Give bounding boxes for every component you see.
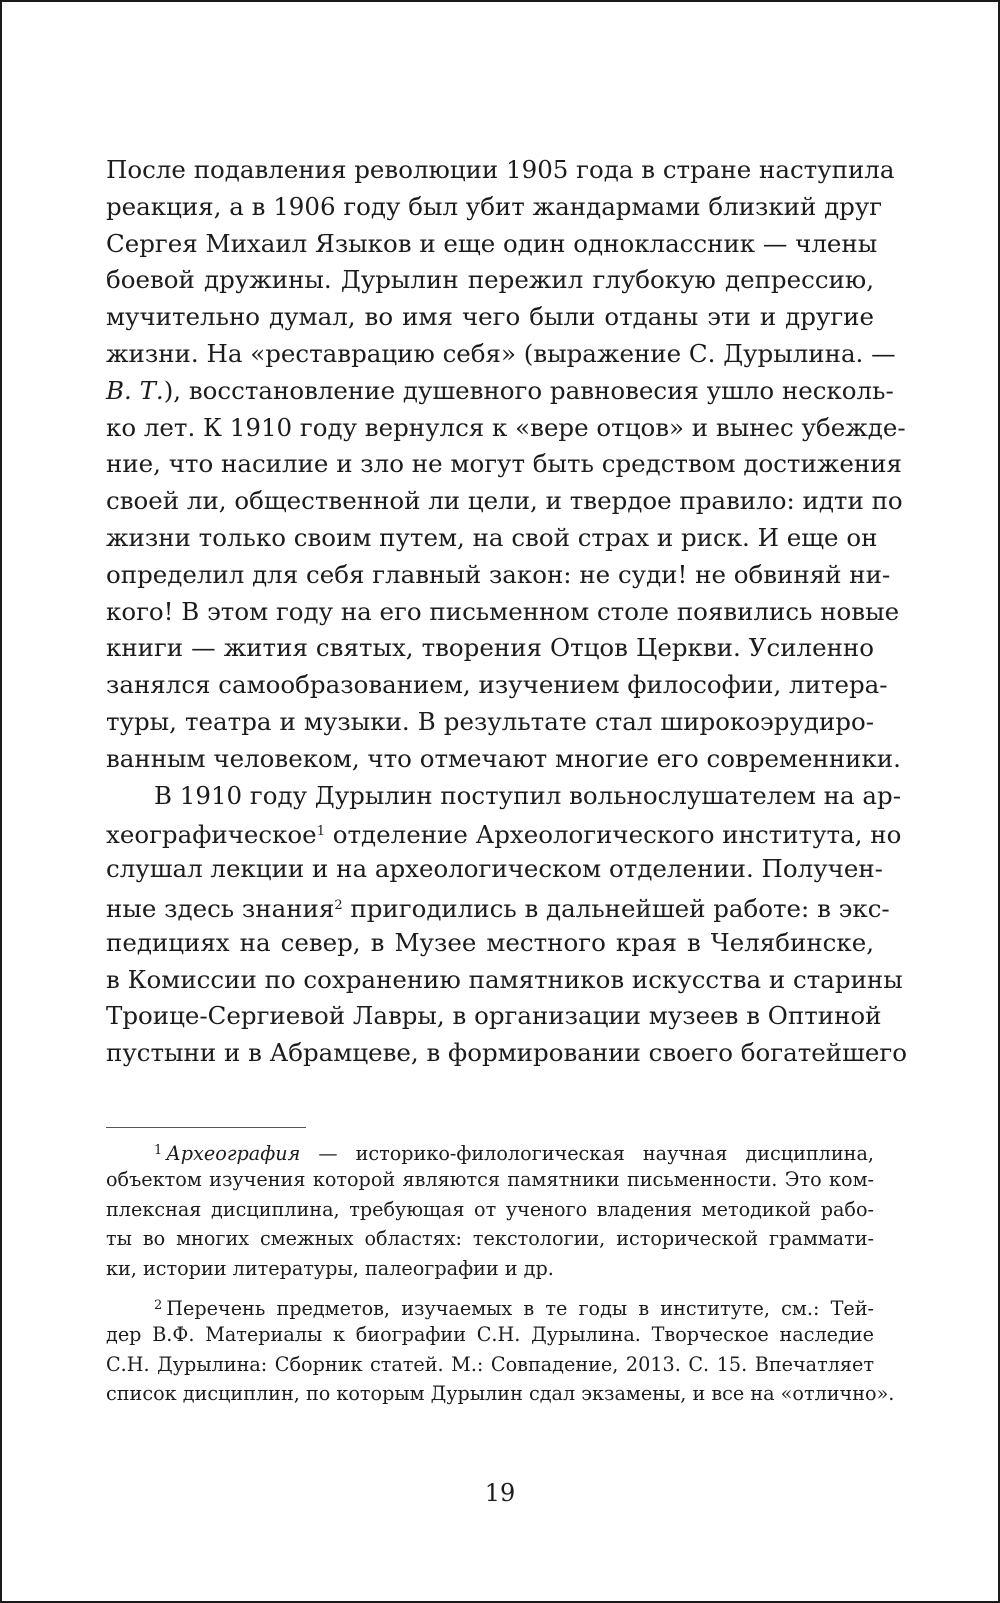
- footnotes: [106, 1136, 895, 1409]
- text-line: жизни. На «реставрацию себя» (выражение С. Дурылина. —: [106, 338, 896, 368]
- footnote-number: 1: [154, 1143, 163, 1158]
- text-line: своей ли, общественной ли цели, и твердое правило: идти по: [106, 486, 903, 516]
- footnote-2-line: С.Н. Дурылина: Сборник статей. М.: Совпадение, 2013. С. 15. Впечатляет: [106, 1352, 874, 1376]
- text-line: книги — жития святых, творения Отцов Церкви. Усиленно: [106, 633, 874, 663]
- text-fragment: ), восстановление душевного равновесия ушло несколь-: [163, 375, 894, 405]
- text-line: пустыни и в Абрамцеве, в формировании своего богатейшего: [106, 1038, 907, 1068]
- footnote-ref-2[interactable]: 2: [334, 897, 343, 913]
- text-line: боевой дружины. Дурылин пережил глубокую депрессию,: [106, 265, 874, 295]
- footnote-2-line: список дисциплин, по которым Дурылин сдал экзамены, и все на «отлично».: [106, 1382, 895, 1406]
- author-initials: В. Т.: [106, 375, 164, 405]
- text-line: Сергея Михаил Языков и еще один одноклассник — члены: [106, 228, 878, 258]
- footnote-gap: [106, 1283, 874, 1291]
- footnote-2-line: [106, 1291, 874, 1320]
- footnote-divider: [106, 1127, 306, 1128]
- footnote-1-line: плексная дисциплина, требующая от ученого владения методикой рабо-: [106, 1197, 874, 1221]
- text-line: ние, что насилие и зло не могут быть средством достижения: [106, 449, 902, 479]
- page-number: 19: [484, 1479, 516, 1507]
- footnote-1-line: [106, 1136, 874, 1165]
- text-line: определил для себя главный закон: не суди! не обвиняй ни-: [106, 559, 891, 589]
- text-line: В 1910 году Дурылин поступил вольнослушателем на ар-: [154, 780, 901, 810]
- text-line: в Комиссии по сохранению памятников искусства и старины: [106, 964, 903, 994]
- text-line: педициях на север, в Музее местного края в Челябинске,: [106, 927, 874, 957]
- footnote-1-line: ты во многих смежных областях: текстологии, исторической граммати-: [106, 1227, 874, 1251]
- footnote-1-line: объектом изучения которой являются памятники письменности. Это ком-: [106, 1168, 874, 1192]
- text-line: мучительно думал, во имя чего были отданы эти и другие: [106, 302, 874, 332]
- footnote-term: Археография: [166, 1142, 301, 1165]
- main-text: [106, 152, 907, 1072]
- text-line: [106, 888, 890, 925]
- text-fragment: отделение Археологического института, но: [324, 820, 902, 850]
- text-line: жизни только своим путем, на свой страх и риск. И еще он: [106, 522, 878, 552]
- footnote-number: 2: [154, 1297, 163, 1313]
- text-line: [106, 373, 894, 410]
- text-fragment: пригодились в дальнейшей работе: в экс-: [342, 893, 890, 923]
- footnote-2-line: дер В.Ф. Материалы к биографии С.Н. Дурылина. Творческое наследие: [106, 1323, 874, 1347]
- footnote-ref-1[interactable]: 1: [316, 824, 325, 840]
- text-line: [106, 814, 902, 851]
- text-line: кого! В этом году на его письменном столе появились новые: [106, 596, 900, 626]
- text-line: После подавления революции 1905 года в стране наступила: [106, 155, 895, 184]
- text-line: слушал лекции и на археологическом отделении. Получен-: [106, 854, 883, 884]
- text-fragment: — историко-филологическая научная дисциплина,: [300, 1142, 874, 1165]
- text-line: Троице-Сергиевой Лавры, в организации музеев в Оптиной: [106, 1001, 882, 1031]
- text-line: ванным человеком, что отмечают многие его современники.: [106, 743, 901, 773]
- text-line: туры, театра и музыки. В результате стал широкоэрудиро-: [106, 706, 874, 736]
- footnote-1-line: ки, истории литературы, палеографии и др.: [106, 1256, 554, 1280]
- text-line: реакция, а в 1906 году был убит жандармами близкий друг: [106, 191, 883, 221]
- text-line: занялся самообразованием, изучением философии, литера-: [106, 670, 888, 700]
- text-fragment: хеографическое: [106, 820, 317, 850]
- text-line: ко лет. К 1910 году вернулся к «вере отцов» и вынес убежде-: [106, 412, 906, 442]
- text-fragment: Перечень предметов, изучаемых в те годы в институте, см.: Тей-: [166, 1296, 874, 1320]
- text-fragment: ные здесь знания: [106, 893, 335, 923]
